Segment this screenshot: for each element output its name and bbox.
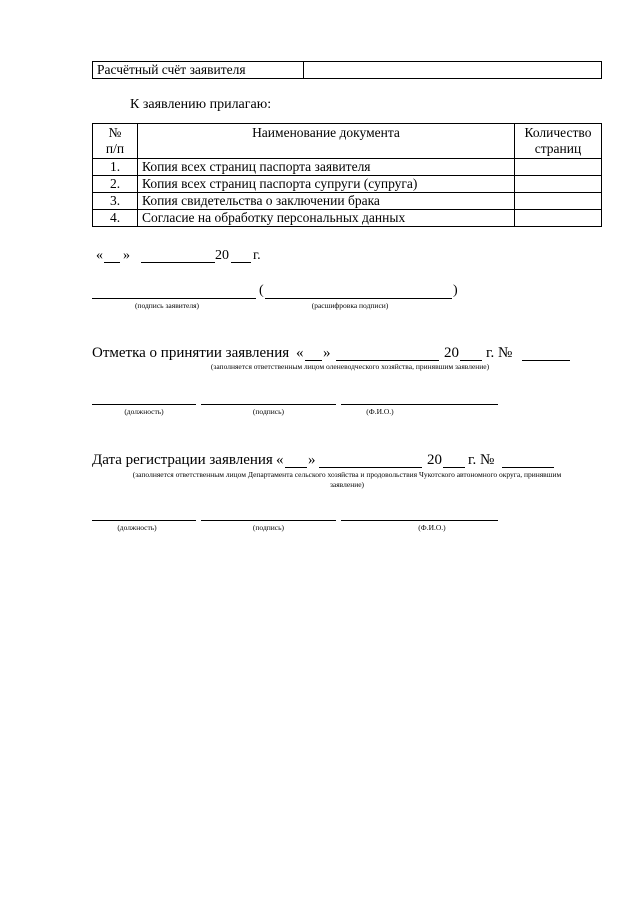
acceptance-year-suffix: г. №: [486, 345, 513, 361]
caption-acceptance-signature: (подпись): [252, 407, 285, 416]
caption-registration-name: (Ф.И.О.): [418, 523, 446, 532]
acceptance-note: (заполняется ответственным лицом оленеводческого хозяйства, принявшим заявление): [210, 362, 490, 371]
registration-year-blank[interactable]: [443, 467, 465, 468]
decoding-open-paren: (: [259, 283, 264, 298]
account-table: [92, 61, 602, 79]
row-number: 4.: [93, 210, 138, 227]
registration-position-blank[interactable]: [92, 520, 196, 521]
date-day-blank[interactable]: [104, 262, 120, 263]
caption-applicant-signature: (подпись заявителя): [134, 301, 200, 310]
acceptance-label: Отметка о принятии заявления: [92, 345, 290, 361]
registration-month-blank[interactable]: [319, 467, 422, 468]
row-document-name: Согласие на обработку персональных данных: [138, 210, 515, 227]
date-year-prefix: 20: [215, 248, 229, 263]
caption-acceptance-position: (должность): [124, 407, 164, 416]
header-pages-line2: страниц: [534, 141, 582, 156]
header-number-line2: п/п: [105, 141, 125, 156]
account-label: Расчётный счёт заявителя: [93, 62, 304, 79]
header-document-name: Наименование документа: [138, 124, 515, 159]
caption-registration-signature: (подпись): [252, 523, 285, 532]
documents-table-header: [93, 124, 602, 159]
registration-signature-blank[interactable]: [201, 520, 336, 521]
account-row: [93, 62, 602, 79]
date-quote-open: «: [96, 248, 103, 263]
caption-acceptance-name: (Ф.И.О.): [366, 407, 394, 416]
acceptance-quote-open: «: [296, 345, 304, 361]
date-year-suffix: г.: [253, 248, 261, 263]
row-pages-cell[interactable]: [515, 159, 602, 176]
attachment-heading: К заявлению прилагаю:: [130, 97, 272, 112]
registration-day-blank[interactable]: [285, 467, 307, 468]
documents-table: [92, 123, 602, 227]
acceptance-year-prefix: 20: [444, 345, 459, 361]
registration-quote-close: »: [308, 452, 316, 468]
acceptance-signature-blank[interactable]: [201, 404, 336, 405]
row-document-name: Копия всех страниц паспорта супруги (супруга): [138, 176, 515, 193]
row-number: 1.: [93, 159, 138, 176]
row-document-name: Копия свидетельства о заключении брака: [138, 193, 515, 210]
registration-quote-open: «: [276, 452, 284, 468]
registration-note-line2: заявление): [329, 480, 365, 489]
caption-registration-position: (должность): [117, 523, 157, 532]
decoding-close-paren: ): [453, 283, 458, 298]
header-pages-line1: Количество: [524, 125, 592, 140]
acceptance-year-blank[interactable]: [460, 360, 482, 361]
registration-year-prefix: 20: [427, 452, 442, 468]
date-month-blank[interactable]: [141, 262, 215, 263]
acceptance-number-blank[interactable]: [522, 360, 570, 361]
row-number: 3.: [93, 193, 138, 210]
signature-blank[interactable]: [92, 298, 256, 299]
header-number: [93, 124, 138, 159]
header-number-line1: №: [108, 125, 122, 140]
registration-name-blank[interactable]: [341, 520, 498, 521]
acceptance-name-blank[interactable]: [341, 404, 498, 405]
acceptance-position-blank[interactable]: [92, 404, 196, 405]
registration-label: Дата регистрации заявления: [92, 452, 273, 468]
account-value-cell[interactable]: [304, 62, 602, 79]
registration-number-blank[interactable]: [502, 467, 554, 468]
row-number: 2.: [93, 176, 138, 193]
acceptance-day-blank[interactable]: [305, 360, 322, 361]
table-row: [93, 193, 602, 210]
caption-signature-decoding: (расшифровка подписи): [311, 301, 389, 310]
table-row: [93, 159, 602, 176]
acceptance-month-blank[interactable]: [336, 360, 439, 361]
decoding-blank[interactable]: [265, 298, 452, 299]
table-row: [93, 176, 602, 193]
row-pages-cell[interactable]: [515, 193, 602, 210]
acceptance-quote-close: »: [323, 345, 331, 361]
date-year-blank[interactable]: [231, 262, 251, 263]
table-row: [93, 210, 602, 227]
row-pages-cell[interactable]: [515, 210, 602, 227]
registration-year-suffix: г. №: [468, 452, 495, 468]
header-pages: [515, 124, 602, 159]
registration-note-line1: (заполняется ответственным лицом Департамента сельского хозяйства и продовольствия Чукотского автономного округа, принявшим: [132, 470, 562, 479]
row-document-name: Копия всех страниц паспорта заявителя: [138, 159, 515, 176]
date-quote-close: »: [123, 248, 130, 263]
row-pages-cell[interactable]: [515, 176, 602, 193]
